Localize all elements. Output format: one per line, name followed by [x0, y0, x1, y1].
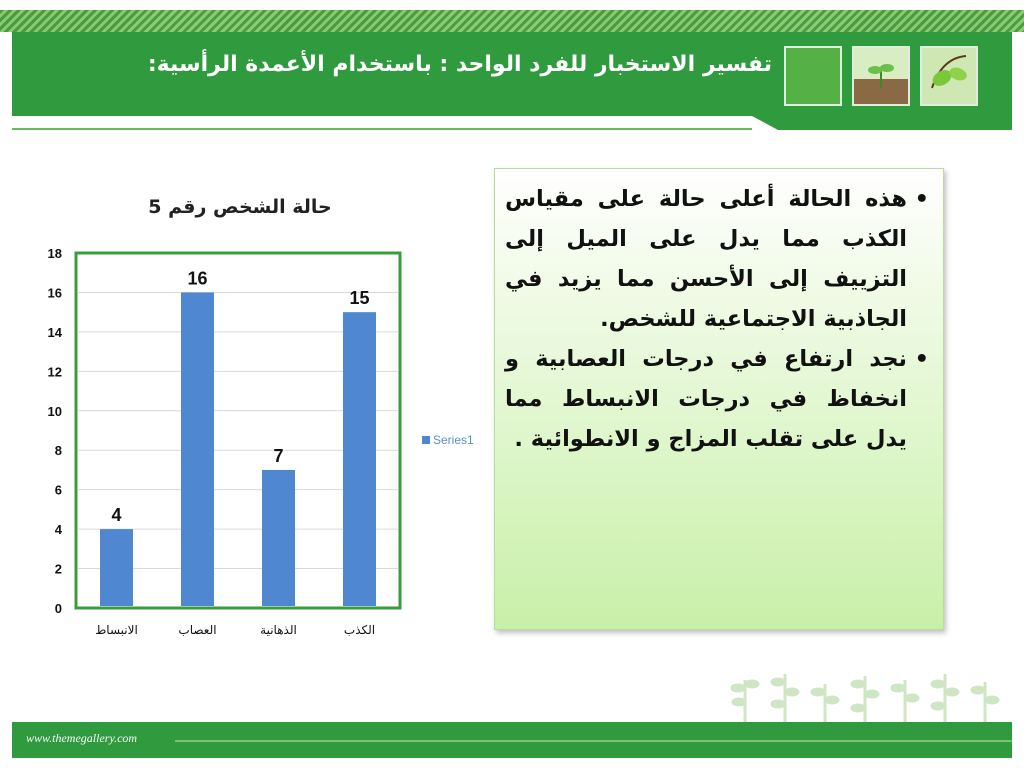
data-label: 16 — [187, 268, 208, 289]
y-tick-label: 12 — [47, 364, 62, 380]
chart-title: حالة الشخص رقم 5 — [148, 196, 332, 218]
legend-label: Series1 — [433, 433, 474, 447]
footer-url: www.themegallery.com — [26, 731, 138, 745]
explanation-textbox — [494, 168, 944, 630]
y-tick-label: 18 — [47, 246, 62, 261]
y-tick-label: 0 — [54, 601, 62, 616]
bar — [181, 292, 214, 606]
bullet-item-1 — [505, 179, 929, 339]
legend-swatch — [422, 436, 430, 444]
bar — [100, 529, 133, 606]
decorative-plants-icon — [730, 670, 1010, 726]
bullet-icon: • — [914, 186, 929, 212]
x-tick-label: الكذب — [343, 623, 376, 637]
data-label: 15 — [349, 288, 370, 309]
bullet-icon: • — [914, 346, 929, 372]
x-tick-label: الانبساط — [95, 623, 138, 637]
footer-line — [175, 740, 1012, 742]
bullet-text-1: هذه الحالة أعلى حالة على مقياس الكذب مما يدل على الميل إلى التزييف إلى الأحسن مما يزيد في الجاذبية الاجتماعية للشخص. — [505, 186, 907, 332]
y-tick-label: 6 — [54, 482, 62, 498]
y-tick-label: 16 — [47, 285, 62, 301]
y-tick-label: 8 — [54, 443, 62, 459]
data-label: 4 — [111, 505, 122, 526]
slide-title: تفسير الاستخبار للفرد الواحد : باستخدام الأعمدة الرأسية: — [147, 52, 772, 77]
bullet-text-2: نجد ارتفاع في درجات العصابية و انخفاظ في درجات الانبساط مما يدل على تقلب المزاج و الانطوائية . — [505, 346, 907, 452]
data-label: 7 — [273, 445, 284, 466]
y-tick-label: 2 — [54, 561, 62, 577]
x-tick-label: العصاب — [178, 623, 217, 637]
bullet-item-2 — [505, 339, 929, 459]
y-tick-label: 14 — [47, 324, 62, 340]
bar — [262, 470, 295, 606]
y-tick-label: 4 — [54, 522, 62, 538]
x-tick-label: الذهانية — [260, 623, 297, 637]
y-tick-label: 10 — [47, 403, 62, 419]
bar — [343, 312, 376, 606]
